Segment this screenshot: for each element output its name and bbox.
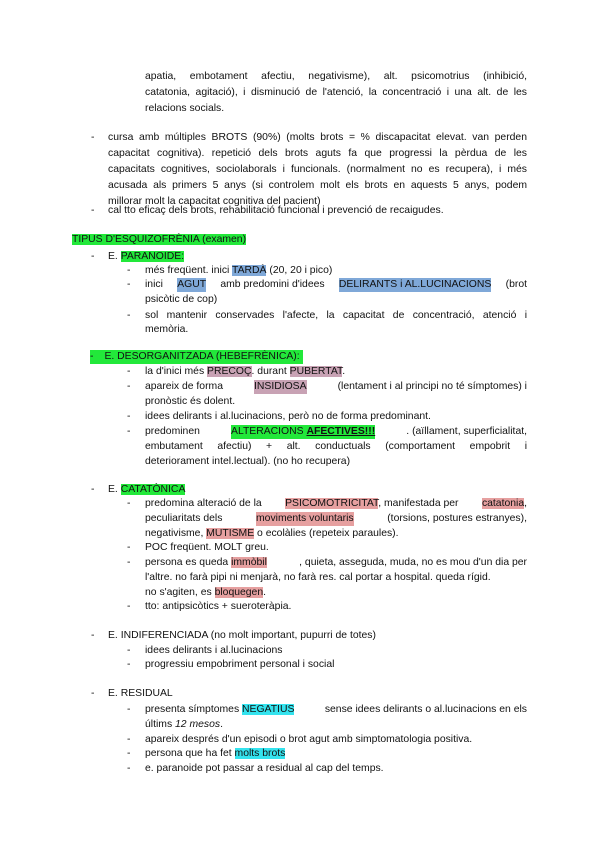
type-heading-paranoide bbox=[108, 250, 184, 264]
text-span: predomina alteració de la bbox=[145, 498, 262, 509]
sub-bullet-dash: - bbox=[127, 763, 131, 774]
sub-bullet-dash: - bbox=[127, 748, 131, 759]
text-span: sense idees delirants o al.lucinacions en els bbox=[324, 704, 527, 715]
text-span bbox=[145, 556, 267, 570]
text-span: últims bbox=[145, 719, 176, 730]
paranoide-item-cont: memòria. bbox=[145, 324, 189, 335]
desorg-item-cont: embutament afectiu) + alt. conductuals (comportament empobrit i bbox=[145, 441, 527, 452]
course-text: acusada als primers 5 anys (si controlem molt els brots en aquests 5 anys, podem bbox=[108, 180, 527, 191]
intro-line: relacions socials. bbox=[145, 103, 225, 114]
type-name: PARANOIDE: bbox=[120, 251, 185, 262]
type-prefix: E. bbox=[108, 251, 121, 262]
sub-bullet-dash: - bbox=[127, 381, 131, 392]
text-span: , bbox=[524, 498, 527, 509]
intro-line: catatonia, agitació), i disminució de l'atenció, la concentració i una alt. de les bbox=[145, 87, 527, 98]
sub-bullet-dash: - bbox=[127, 411, 131, 422]
catatonica-item-cont bbox=[145, 512, 527, 526]
residual-item: e. paranoide pot passar a residual al cap del temps. bbox=[145, 763, 384, 774]
catatonica-item bbox=[145, 556, 527, 570]
desorg-item-cont: pronòstic és dolent. bbox=[145, 396, 236, 407]
course-text: capacitat cognitiva). repetició dels brots aguts fa que progressi la pèrdua de les bbox=[108, 148, 527, 159]
highlight: PUBERTAT bbox=[289, 366, 343, 377]
sub-bullet-dash: - bbox=[127, 734, 131, 745]
bullet-dash: - bbox=[91, 484, 95, 495]
sub-bullet-dash: - bbox=[127, 366, 131, 377]
course-text: cal tto eficaç dels brots, rehabilitació funcional i prevenció de recaigudes. bbox=[108, 205, 444, 216]
text-span: peculiaritats dels bbox=[145, 513, 223, 524]
dash: - bbox=[90, 351, 94, 362]
sub-bullet-dash: - bbox=[127, 542, 131, 553]
highlight: NEGATIUS bbox=[242, 704, 295, 715]
sub-bullet-dash: - bbox=[127, 310, 131, 321]
highlight bbox=[231, 425, 375, 439]
text-span: (brot bbox=[505, 279, 527, 290]
text-span: , quieta, asseguda, muda, no es mou d'un dia per bbox=[299, 557, 527, 568]
paranoide-item bbox=[145, 278, 527, 292]
indiferenciada-item: progressiu empobriment personal i social bbox=[145, 659, 335, 670]
section-title bbox=[72, 233, 246, 247]
text-span bbox=[482, 497, 527, 511]
text-span: 12 mesos bbox=[175, 719, 221, 730]
indiferenciada-item: idees delirants i al.lucinacions bbox=[145, 645, 283, 656]
type-heading-residual: E. RESIDUAL bbox=[108, 688, 173, 699]
section-title-text: TIPUS D'ESQUIZOFRÈNIA (examen) bbox=[72, 234, 247, 245]
desorg-item: idees delirants i al.lucinacions, però no de forma predominant. bbox=[145, 411, 431, 422]
text-span: predominen bbox=[145, 426, 200, 437]
highlight: INSIDIOSA bbox=[254, 381, 307, 392]
paranoide-item-cont: psicòtic de cop) bbox=[145, 294, 218, 305]
text-span: apareix de forma bbox=[145, 381, 223, 392]
highlight: moviments voluntaris bbox=[256, 513, 354, 524]
text-span: presenta símptomes bbox=[145, 704, 243, 715]
bullet-dash: - bbox=[91, 630, 95, 641]
residual-item: apareix després d'un episodi o brot agut amb simptomatologia positiva. bbox=[145, 734, 473, 745]
text-span: AFECTIVES!!! bbox=[306, 426, 376, 437]
bullet-dash: - bbox=[91, 251, 95, 262]
text-span: persona es queda bbox=[145, 557, 232, 568]
bullet-dash: - bbox=[91, 132, 95, 143]
highlight: catatonia bbox=[481, 498, 525, 509]
bullet-dash: - bbox=[91, 205, 95, 216]
text-span: ALTERACIONS bbox=[231, 426, 307, 437]
sub-bullet-dash: - bbox=[127, 704, 131, 715]
bullet-dash: - bbox=[91, 688, 95, 699]
highlight: TARDÀ bbox=[232, 265, 267, 276]
highlight: DELIRANTS i AL.LUCINACIONS bbox=[338, 279, 492, 290]
catatonica-item-cont bbox=[145, 527, 399, 541]
text-span bbox=[145, 703, 294, 717]
desorg-item bbox=[145, 365, 345, 379]
text-span: . bbox=[342, 366, 346, 377]
type-heading-desorganitzada bbox=[90, 350, 303, 364]
text-span: . durant bbox=[251, 366, 290, 377]
highlight: molts brots bbox=[234, 748, 286, 759]
text-span: la d'inici més bbox=[145, 366, 208, 377]
text-span: o ecolàlies (repeteix paraules). bbox=[254, 528, 399, 539]
type-name: E. DESORGANITZADA (HEBEFRÈNICA): bbox=[104, 351, 300, 362]
course-text: capacitats cognitives, sociolaborals i funcionals. (normalment no es recupera), i més bbox=[108, 164, 527, 175]
text-span: persona que ha fet bbox=[145, 748, 235, 759]
highlight: immòbil bbox=[231, 557, 267, 568]
desorg-item-cont: deteriorament intel.lectual). (no ho recupera) bbox=[145, 456, 351, 467]
type-name: CATATÒNICA bbox=[120, 484, 186, 495]
sub-bullet-dash: - bbox=[127, 601, 131, 612]
highlight: AGUT bbox=[177, 279, 207, 290]
desorg-item bbox=[145, 380, 527, 394]
sub-bullet-dash: - bbox=[127, 426, 131, 437]
residual-item-cont bbox=[145, 718, 223, 732]
highlight: MUTISME bbox=[206, 528, 255, 539]
catatonica-item: tto: antipsicòtics + sueroteràpia. bbox=[145, 601, 292, 612]
text-span: (lentament i al principi no té símptomes) i bbox=[337, 381, 527, 392]
text-span: negativisme, bbox=[145, 528, 207, 539]
text-span: (torsions, postures estranyes), bbox=[387, 513, 527, 524]
text-span: . (aïllament, superficialitat, bbox=[406, 426, 527, 437]
text-span: no s'agiten, es bbox=[145, 587, 215, 598]
catatonica-item: POC freqüent. MOLT greu. bbox=[145, 542, 269, 553]
paranoide-item: sol mantenir conservades l'afecte, la capacitat de concentració, atenció i bbox=[145, 310, 527, 321]
type-heading-indiferenciada: E. INDIFERENCIADA (no molt important, pupurri de totes) bbox=[108, 630, 376, 641]
sub-bullet-dash: - bbox=[127, 498, 131, 509]
sub-bullet-dash: - bbox=[127, 659, 131, 670]
residual-item bbox=[145, 703, 527, 717]
sub-bullet-dash: - bbox=[127, 645, 131, 656]
text-span bbox=[285, 497, 458, 511]
text-span: inici bbox=[145, 279, 163, 290]
text-span: . bbox=[263, 587, 267, 598]
catatonica-item bbox=[145, 497, 527, 511]
highlight: PRECOÇ bbox=[207, 366, 252, 377]
type-prefix: E. bbox=[108, 484, 121, 495]
text-span: més freqüent. inici bbox=[145, 265, 233, 276]
highlight: bloquegen bbox=[214, 587, 264, 598]
catatonica-item-cont: l'altre. no farà pipi ni menjarà, no farà res. cal portar a hospital. queda rígid. bbox=[145, 572, 491, 583]
sub-bullet-dash: - bbox=[127, 265, 131, 276]
residual-item bbox=[145, 747, 285, 761]
paranoide-item bbox=[145, 264, 332, 278]
text-span: amb predomini d'idees bbox=[220, 279, 325, 290]
text-span: . bbox=[220, 719, 223, 730]
text-span: (20, 20 i pico) bbox=[266, 265, 333, 276]
type-heading-catatonica bbox=[108, 483, 185, 497]
sub-bullet-dash: - bbox=[127, 557, 131, 568]
course-text: cursa amb múltiples BROTS (90%) (molts brots = % discapacitat elevat. van perden bbox=[108, 132, 527, 143]
sub-bullet-dash: - bbox=[127, 279, 131, 290]
text-span: , manifestada per bbox=[378, 498, 459, 509]
intro-line: apatia, embotament afectiu, negativisme), alt. psicomotrius (inhibició, bbox=[145, 71, 527, 82]
highlight: PSICOMOTRICITAT bbox=[285, 498, 379, 509]
catatonica-item-cont bbox=[145, 586, 266, 600]
desorg-item bbox=[145, 425, 527, 439]
course-text: millorar molt la capacitat cognitiva del pacient) bbox=[108, 196, 321, 207]
